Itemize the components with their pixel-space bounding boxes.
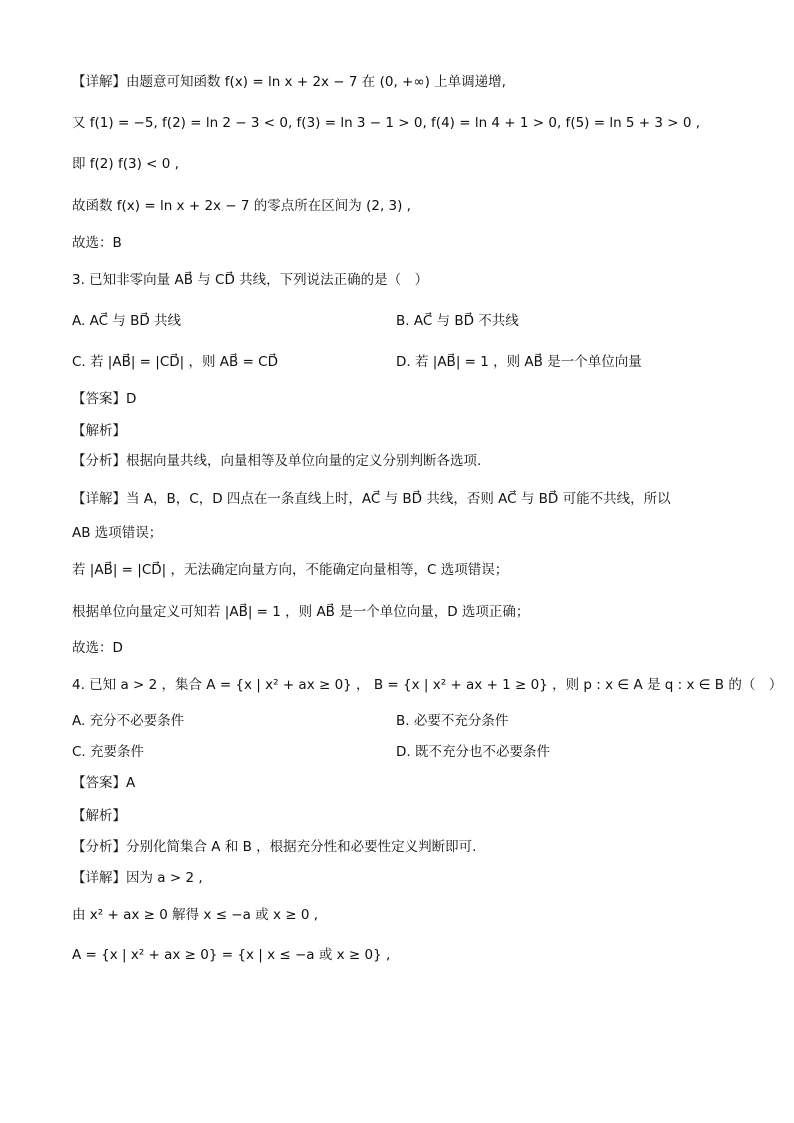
option-d: D. 若 |AB⃗| = 1 ，则 AB⃗ 是一个单位向量 [396,354,642,370]
question-3-stem: 3. 已知非零向量 AB⃗ 与 CD⃗ 共线，下列说法正确的是（ ） [72,272,429,288]
text-line: 故选：B [72,235,122,251]
analysis-label: 【解析】 [72,808,126,824]
text-line: A = {x | x² + ax ≥ 0} = {x | x ≤ −a 或 x ≥ 0} , [72,947,391,963]
answer-label: 【答案】D [72,391,137,407]
text-line: 【详解】当 A，B，C，D 四点在一条直线上时，AC⃗ 与 BD⃗ 共线，否则 AC⃗ 与 BD⃗ 可能不共线，所以 [72,491,671,507]
text-line: 根据单位向量定义可知若 |AB⃗| = 1 ，则 AB⃗ 是一个单位向量，D 选项正确； [72,604,530,620]
text-line: 【分析】分别化简集合 A 和 B ，根据充分性和必要性定义判断即可. [72,839,477,855]
text-line: 又 f(1) = −5, f(2) = ln 2 − 3 < 0, f(3) = ln 3 − 1 > 0, f(4) = ln 4 + 1 > 0, f(5) = ln 5 + 3 > 0 , [72,115,701,131]
option-b: B. AC⃗ 与 BD⃗ 不共线 [396,313,519,329]
text-line: 即 f(2) f(3) < 0 , [72,156,179,172]
text-line: 故选：D [72,640,123,656]
option-b: B. 必要不充分条件 [396,713,509,729]
analysis-label: 【解析】 [72,423,126,439]
text-line: AB 选项错误； [72,525,163,541]
text-line: 【分析】根据向量共线，向量相等及单位向量的定义分别判断各选项. [72,453,482,469]
question-3-options-row-1 [72,311,734,331]
text-line: 【详解】因为 a > 2 , [72,870,203,886]
text-line: 若 |AB⃗| = |CD⃗| ，无法确定向量方向，不能确定向量相等，C 选项错误； [72,562,509,578]
option-c: C. 充要条件 [72,744,145,760]
option-a: A. AC⃗ 与 BD⃗ 共线 [72,313,182,329]
option-a: A. 充分不必要条件 [72,713,185,729]
text-line: 【详解】由题意可知函数 f(x) = ln x + 2x − 7 在 (0, +∞) 上单调递增, [72,74,506,90]
option-d: D. 既不充分也不必要条件 [396,744,550,760]
text-line: 故函数 f(x) = ln x + 2x − 7 的零点所在区间为 (2, 3) , [72,198,411,214]
question-4-options-row-2 [72,742,734,762]
question-4-stem: 4. 已知 a > 2 ，集合 A = {x | x² + ax ≥ 0} ， B = {x | x² + ax + 1 ≥ 0} ，则 p : x ∈ A 是 q : x ∈ B 的（ ） [72,677,783,693]
option-c: C. 若 |AB⃗| = |CD⃗| ，则 AB⃗ = CD⃗ [72,354,279,370]
question-4-options-row-1 [72,711,734,731]
answer-label: 【答案】A [72,775,136,791]
text-line: 由 x² + ax ≥ 0 解得 x ≤ −a 或 x ≥ 0 , [72,907,319,923]
question-3-options-row-2 [72,352,734,372]
